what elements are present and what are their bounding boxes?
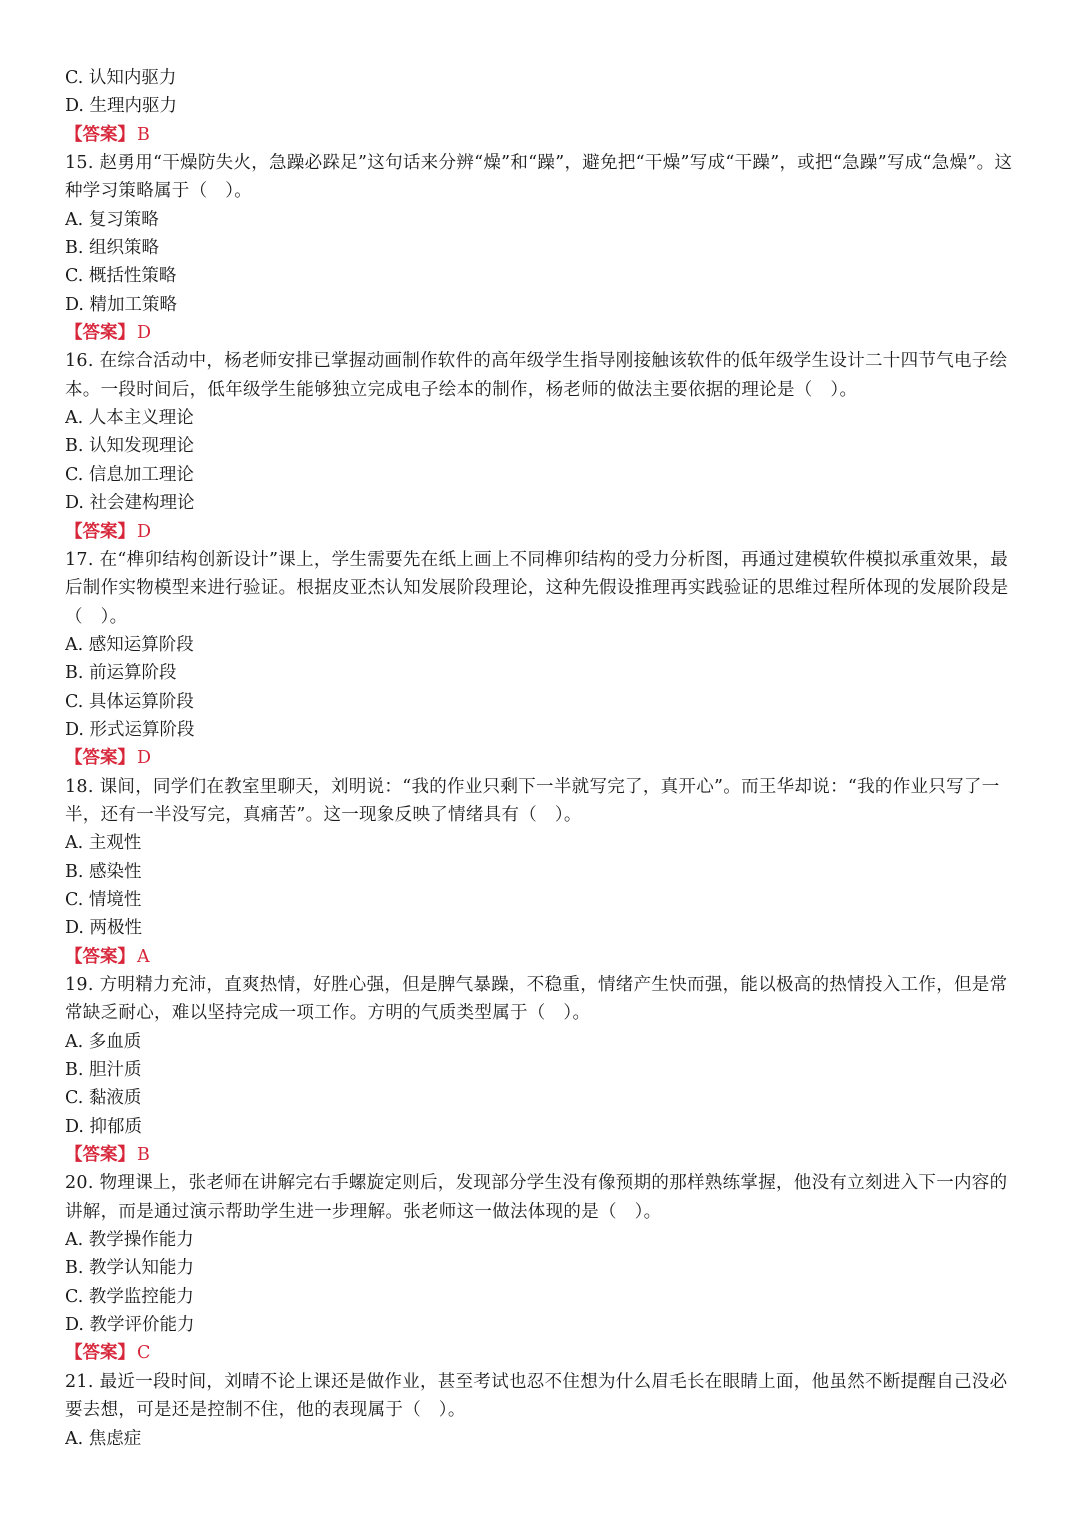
option: A. 复习策略 — [65, 209, 159, 230]
option: D. 生理内驱力 — [65, 96, 178, 117]
answer-line — [65, 1339, 1020, 1367]
answer-label: 【答案】 — [65, 946, 135, 967]
option: B. 胆汁质 — [65, 1060, 142, 1081]
intro-block — [65, 64, 1020, 149]
option: C. 情境性 — [65, 889, 142, 910]
question-stem: 18. 课间，同学们在教室里聊天，刘明说：“我的作业只剩下一半就写完了，真开心”。而王华却说：“我的作业只写了一半，还有一半没写完，真痛苦”。这一现象反映了情绪具有（ ）。 — [65, 776, 1000, 825]
question-17 — [65, 546, 1020, 773]
option: A. 感知运算阶段 — [65, 634, 194, 655]
exam-page — [65, 64, 1020, 1453]
option: A. 教学操作能力 — [65, 1230, 194, 1251]
option: A. 焦虑症 — [65, 1428, 142, 1449]
option: C. 认知内驱力 — [65, 68, 177, 88]
answer-value: B — [137, 124, 150, 145]
option: B. 前运算阶段 — [65, 663, 177, 684]
answer-label: 【答案】 — [65, 521, 135, 542]
question-21 — [65, 1368, 1020, 1453]
question-stem: 19. 方明精力充沛，直爽热情，好胜心强，但是脾气暴躁，不稳重，情绪产生快而强，能以极高的热情投入工作，但是常常缺乏耐心，难以坚持完成一项工作。方明的气质类型属于（ ）。 — [65, 975, 1008, 1024]
question-stem: 20. 物理课上，张老师在讲解完右手螺旋定则后，发现部分学生没有像预期的那样熟练掌握，他没有立刻进入下一内容的讲解，而是通过演示帮助学生进一步理解。张老师这一做法体现的是（ ）。 — [65, 1173, 1008, 1222]
answer-value: D — [137, 748, 152, 769]
question-20 — [65, 1169, 1020, 1367]
option: B. 感染性 — [65, 861, 142, 882]
answer-line — [65, 1141, 1020, 1169]
answer-line — [65, 121, 1020, 149]
option: A. 主观性 — [65, 833, 142, 854]
answer-label: 【答案】 — [65, 1145, 135, 1166]
answer-value: A — [137, 946, 150, 967]
option: D. 两极性 — [65, 918, 143, 939]
answer-label: 【答案】 — [65, 124, 135, 145]
option: A. 人本主义理论 — [65, 408, 194, 429]
option: D. 教学评价能力 — [65, 1315, 195, 1336]
answer-label: 【答案】 — [65, 748, 135, 769]
answer-value: D — [137, 521, 152, 542]
answer-value: B — [137, 1145, 150, 1166]
option: A. 多血质 — [65, 1031, 142, 1052]
option: B. 教学认知能力 — [65, 1258, 194, 1279]
answer-line — [65, 518, 1020, 546]
option: C. 概括性策略 — [65, 266, 177, 287]
answer-value: D — [137, 323, 152, 344]
option: C. 教学监控能力 — [65, 1286, 194, 1307]
option: C. 黏液质 — [65, 1088, 142, 1109]
question-15 — [65, 149, 1020, 347]
question-16 — [65, 347, 1020, 545]
question-stem: 16. 在综合活动中，杨老师安排已掌握动画制作软件的高年级学生指导刚接触该软件的低年级学生设计二十四节气电子绘本。一段时间后，低年级学生能够独立完成电子绘本的制作，杨老师的做法主要依据的理论是（ ）。 — [65, 351, 1008, 400]
question-18 — [65, 773, 1020, 971]
option: B. 认知发现理论 — [65, 436, 194, 457]
question-stem: 17. 在“榫卯结构创新设计”课上，学生需要先在纸上画上不同榫卯结构的受力分析图，再通过建模软件模拟承重效果，最后制作实物模型来进行验证。根据皮亚杰认知发展阶段理论，这种先假设推理再实践验证的思维过程所体现的发展阶段是（ ）。 — [65, 549, 1009, 627]
answer-label: 【答案】 — [65, 1343, 135, 1364]
option: D. 抑郁质 — [65, 1116, 143, 1137]
option: D. 形式运算阶段 — [65, 719, 195, 740]
option: C. 具体运算阶段 — [65, 691, 194, 712]
question-19 — [65, 971, 1020, 1169]
option: C. 信息加工理论 — [65, 464, 194, 485]
option: D. 社会建构理论 — [65, 493, 195, 514]
answer-line — [65, 319, 1020, 347]
question-stem: 15. 赵勇用“干燥防失火，急躁必跺足”这句话来分辨“燥”和“躁”，避免把“干燥”写成“干躁”，或把“急躁”写成“急燥”。这种学习策略属于（ ）。 — [65, 153, 1013, 202]
answer-line — [65, 943, 1020, 971]
option: B. 组织策略 — [65, 238, 159, 259]
answer-line — [65, 744, 1020, 772]
answer-label: 【答案】 — [65, 323, 135, 344]
answer-value: C — [137, 1343, 151, 1364]
question-stem: 21. 最近一段时间，刘晴不论上课还是做作业，甚至考试也忍不住想为什么眉毛长在眼睛上面，他虽然不断提醒自己没必要去想，可是还是控制不住，他的表现属于（ ）。 — [65, 1371, 1008, 1421]
option: D. 精加工策略 — [65, 294, 178, 315]
